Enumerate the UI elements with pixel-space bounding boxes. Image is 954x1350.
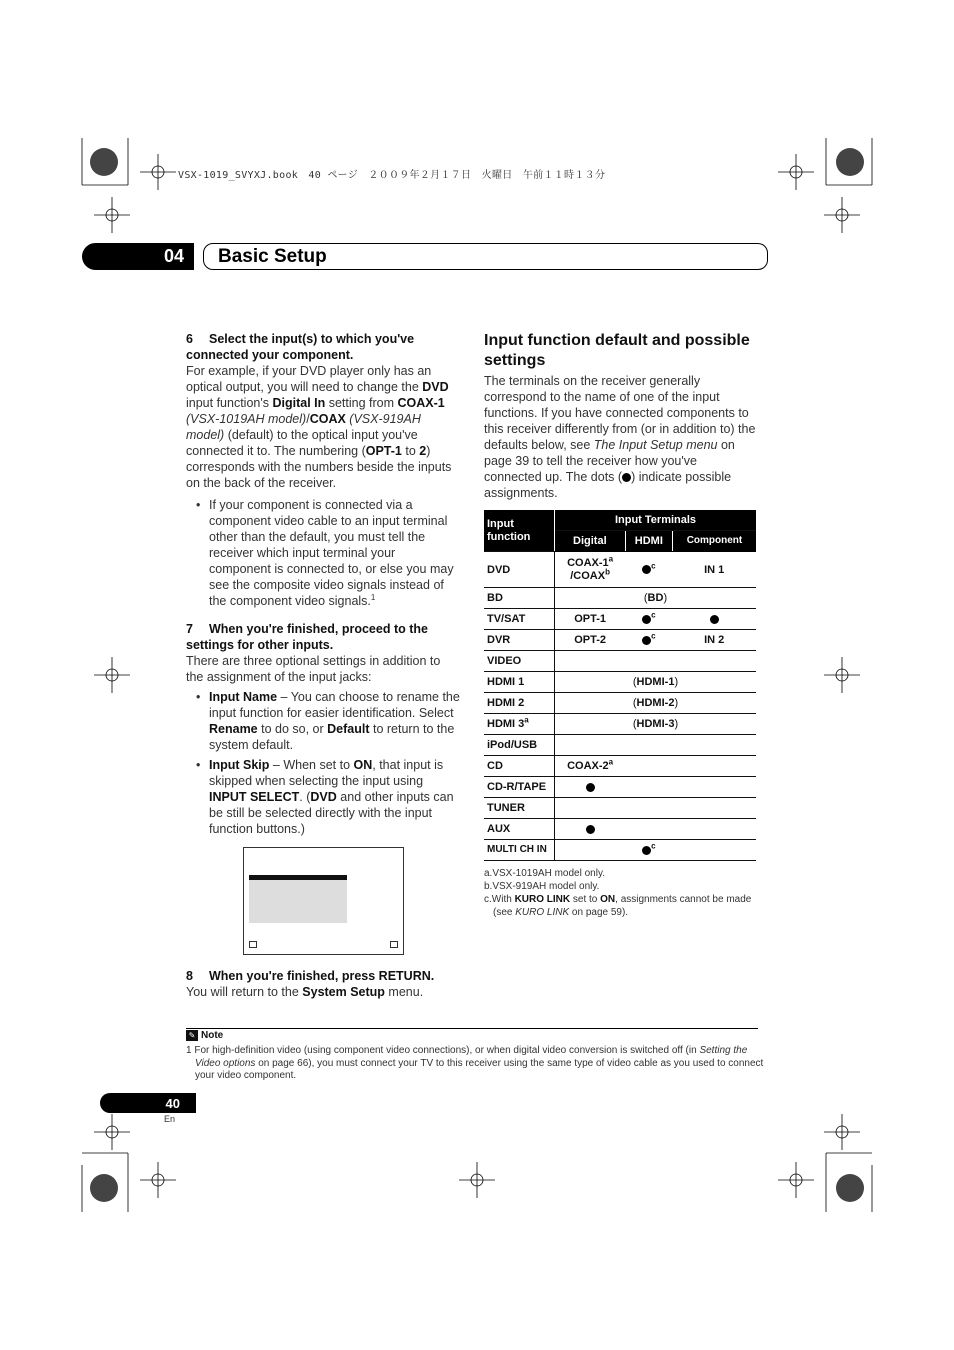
step-8-paragraph: You will return to the System Setup menu.: [186, 985, 424, 999]
osd-screen-illustration: [243, 847, 404, 955]
screen-menu-panel: [249, 880, 347, 923]
table-row: VIDEO: [484, 651, 756, 672]
dot-icon: [642, 615, 651, 624]
screen-left-icon: [249, 941, 257, 948]
chapter-title: Basic Setup: [203, 243, 768, 270]
step-6: 6 Select the input(s) to which you've connected your component.: [186, 332, 415, 362]
header-input-terminals: Input Terminals: [555, 510, 757, 531]
bullet-input-name: • Input Name – You can choose to rename the input function for easier identification. Select Rename to do so, or Default to return to the system default.: [186, 689, 460, 753]
pencil-icon: ✎: [186, 1030, 198, 1041]
step-8: 8 When you're finished, press RETURN.: [186, 969, 435, 983]
table-footnotes: a.VSX-1019AH model only. b.VSX-919AH model only. c.With KURO LINK set to ON, assignments cannot be made (see KURO LINK on page 59).: [484, 868, 752, 918]
left-column: [186, 331, 460, 841]
dot-icon: [586, 783, 595, 792]
dot-icon: [642, 636, 651, 645]
bullet-component-video: • If your component is connected via a component video cable to an input terminal other than the default, you must tell the receiver which input terminal your component is connected to, or else you may see the composite video signals instead of the component video signals.$^1$: [186, 497, 460, 609]
table-row: iPod/USB: [484, 735, 756, 756]
dot-icon: [622, 473, 631, 482]
bullet-input-skip: • Input Skip – When set to ON, that input is skipped when selecting the input using INPUT SELECT. (DVD and other inputs can be still be selected directly with the input function buttons.): [186, 757, 460, 837]
table-row: CD COAX-2$^a$: [484, 756, 756, 777]
table-row: BD (BD): [484, 588, 756, 609]
right-column: [484, 331, 758, 919]
dot-icon: [710, 615, 719, 624]
note-heading: ✎ Note: [186, 1030, 223, 1041]
table-row: CD-R/TAPE: [484, 777, 756, 798]
header-input-function: Input function: [484, 510, 555, 552]
table-row: MULTI CH IN $^c$: [484, 840, 756, 861]
section-heading: Input function default and possible settings: [484, 332, 750, 369]
dot-icon: [642, 565, 651, 574]
table-row: TUNER: [484, 798, 756, 819]
dot-icon: [642, 846, 651, 855]
page-number: 40: [100, 1093, 196, 1113]
print-header: VSX-1019_SVYXJ.book 40 ページ ２００９年２月１７日 火曜日 午前１１時１３分: [178, 170, 606, 181]
step-8-block: [186, 968, 460, 1000]
header-hdmi: HDMI: [625, 531, 672, 552]
table-row: DVD COAX-1$^a$ /COAX$^b$ $^c$ IN 1: [484, 552, 756, 588]
input-terminals-table: [484, 510, 756, 861]
header-component: Component: [672, 531, 756, 552]
table-row: HDMI 3$^a$ (HDMI-3): [484, 714, 756, 735]
step-7: 7 When you're finished, proceed to the settings for other inputs.: [186, 622, 428, 652]
step-7-paragraph: There are three optional settings in addition to the assignment of the input jacks:: [186, 654, 441, 684]
dot-icon: [586, 825, 595, 834]
section-paragraph: The terminals on the receiver generally correspond to the name of one of the input functions. If you have connected components to this receiver differently from (or in addition to) the defaults below, see The Input Setup menu on page 39 to tell the receiver how you've connected up. The dots ( ) indicate possible assignments.: [484, 374, 756, 500]
header-digital: Digital: [555, 531, 626, 552]
table-row: HDMI 1 (HDMI-1): [484, 672, 756, 693]
note-text: 1 For high-definition video (using component video connections), or when digital video conversion is switched off (in Setting the Video options on page 66), you must connect your TV to this receiver using the same type of video cable as you used to connect your video component.: [186, 1045, 764, 1081]
page-language: En: [164, 1114, 176, 1124]
table-row: TV/SAT OPT-1 $^c$: [484, 609, 756, 630]
screen-right-icon: [390, 941, 398, 948]
table-row: HDMI 2 (HDMI-2): [484, 693, 756, 714]
chapter-number: 04: [82, 243, 194, 270]
note-divider: [186, 1028, 758, 1029]
table-row: AUX: [484, 819, 756, 840]
step-6-paragraph: For example, if your DVD player only has an optical output, you will need to change the DVD input function's Digital In setting from COAX-1 (VSX-1019AH model)/COAX (VSX-919AH model) (default) to the optical input you've connected it to. The numbering (OPT-1 to 2) corresponds with the numbers beside the inputs on the back of the receiver.: [186, 364, 452, 490]
table-row: DVR OPT-2 $^c$ IN 2: [484, 630, 756, 651]
